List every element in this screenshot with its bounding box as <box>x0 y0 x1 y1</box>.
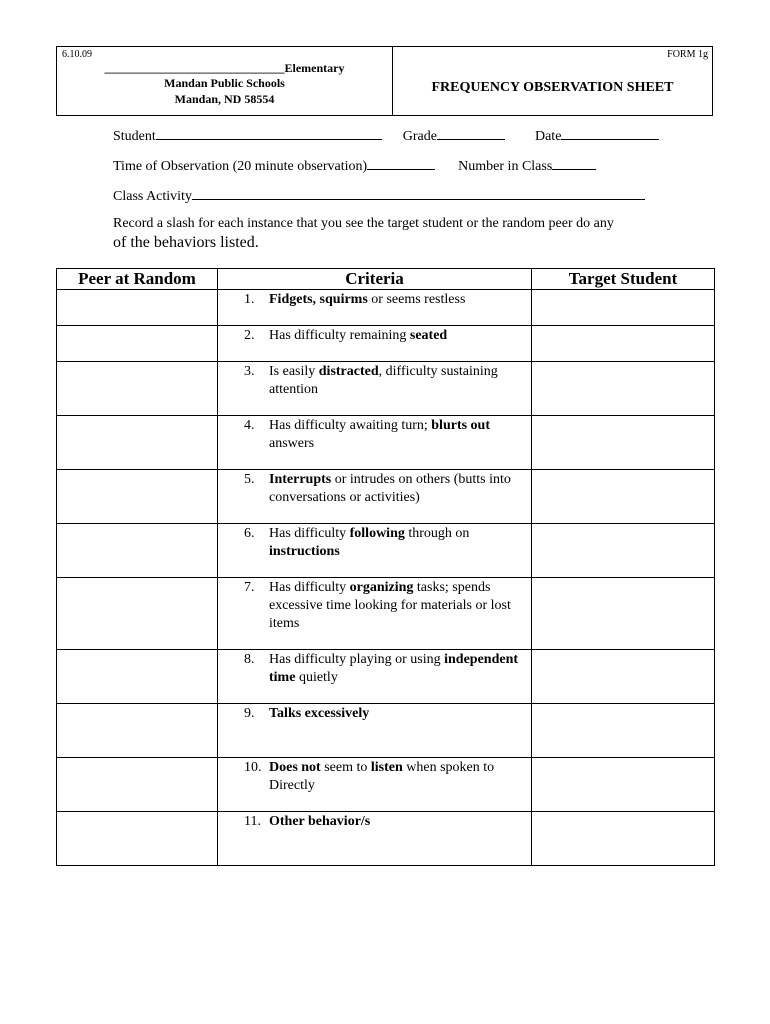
criteria-bold2: listen <box>370 760 403 775</box>
criteria-pre: Has difficulty playing or using <box>269 652 445 667</box>
criteria-post: seem to <box>320 760 371 775</box>
criteria-cell <box>218 650 532 704</box>
school-line <box>57 61 392 76</box>
table-row <box>57 362 715 416</box>
form-header <box>56 46 713 116</box>
criteria-pre: Has difficulty <box>269 526 350 541</box>
criteria-number: 9. <box>244 706 255 721</box>
criteria-cell <box>218 416 532 470</box>
target-tally-cell[interactable] <box>532 578 715 650</box>
criteria-text <box>269 651 523 687</box>
criteria-bold: independent time <box>269 652 519 685</box>
criteria-post2: when spoken to Directly <box>269 760 495 793</box>
table-header-row <box>57 269 715 290</box>
peer-tally-cell[interactable] <box>57 578 218 650</box>
criteria-text <box>269 327 523 345</box>
peer-tally-cell[interactable] <box>57 650 218 704</box>
school-name-blank: ______________________________ <box>104 61 285 75</box>
activity-input[interactable] <box>192 188 645 200</box>
table-row <box>57 524 715 578</box>
criteria-text <box>269 813 523 831</box>
target-tally-cell[interactable] <box>532 416 715 470</box>
school-info-box <box>57 47 393 115</box>
criteria-pre: Is easily <box>269 364 319 379</box>
school-suffix: Elementary <box>284 61 345 75</box>
activity-field-row <box>113 188 645 205</box>
criteria-bold: Talks excessively <box>269 706 370 721</box>
target-tally-cell[interactable] <box>532 758 715 812</box>
sheet-title: FREQUENCY OBSERVATION SHEET <box>431 80 674 95</box>
peer-tally-cell[interactable] <box>57 812 218 866</box>
grade-label: Grade <box>402 129 437 144</box>
criteria-bold: Interrupts <box>269 472 332 487</box>
criteria-cell <box>218 326 532 362</box>
table-row <box>57 704 715 758</box>
criteria-text <box>269 363 523 399</box>
peer-tally-cell[interactable] <box>57 362 218 416</box>
criteria-cell <box>218 362 532 416</box>
target-tally-cell[interactable] <box>532 290 715 326</box>
instructions-line-2: of the behaviors listed. <box>113 234 259 251</box>
class-size-input[interactable] <box>552 158 596 170</box>
instructions <box>113 216 713 252</box>
target-tally-cell[interactable] <box>532 362 715 416</box>
date-code: 6.10.09 <box>62 49 92 60</box>
criteria-bold: seated <box>409 328 448 343</box>
grade-input[interactable] <box>437 128 505 140</box>
target-tally-cell[interactable] <box>532 326 715 362</box>
criteria-post: quietly <box>295 670 338 685</box>
criteria-number: 11. <box>244 814 261 829</box>
criteria-number: 4. <box>244 418 255 433</box>
target-tally-cell[interactable] <box>532 470 715 524</box>
criteria-text <box>269 759 523 795</box>
criteria-bold: Does not <box>269 760 321 775</box>
school-district: Mandan Public Schools <box>164 76 285 90</box>
peer-tally-cell[interactable] <box>57 290 218 326</box>
school-city: Mandan, ND 58554 <box>174 92 275 106</box>
criteria-number: 5. <box>244 472 255 487</box>
student-field-row <box>113 128 659 145</box>
criteria-number: 6. <box>244 526 255 541</box>
date-label: Date <box>534 129 562 144</box>
instructions-line-1: Record a slash for each instance that you see the target student or the random peer do any <box>113 216 614 231</box>
criteria-post: through on <box>404 526 470 541</box>
criteria-text <box>269 579 523 633</box>
time-label: Time of Observation (20 minute observation) <box>113 159 368 174</box>
target-tally-cell[interactable] <box>532 524 715 578</box>
table-row <box>57 416 715 470</box>
criteria-cell <box>218 812 532 866</box>
criteria-number: 3. <box>244 364 255 379</box>
peer-tally-cell[interactable] <box>57 326 218 362</box>
criteria-number: 1. <box>244 292 255 307</box>
criteria-post: , difficulty sustaining attention <box>269 364 498 397</box>
criteria-pre: Has difficulty <box>269 580 350 595</box>
criteria-text <box>269 705 523 723</box>
criteria-bold: distracted <box>318 364 379 379</box>
criteria-bold: organizing <box>349 580 414 595</box>
student-input[interactable] <box>156 128 382 140</box>
criteria-bold2: instructions <box>269 544 340 559</box>
criteria-text <box>269 417 523 453</box>
table-row <box>57 470 715 524</box>
criteria-text <box>269 525 523 561</box>
criteria-pre: Has difficulty remaining <box>269 328 410 343</box>
table-row <box>57 650 715 704</box>
criteria-post: or seems restless <box>367 292 466 307</box>
peer-tally-cell[interactable] <box>57 704 218 758</box>
criteria-bold: Fidgets, squirms <box>269 292 368 307</box>
criteria-post: answers <box>269 436 315 451</box>
criteria-number: 2. <box>244 328 255 343</box>
target-tally-cell[interactable] <box>532 812 715 866</box>
table-row <box>57 290 715 326</box>
criteria-pre: Has difficulty awaiting turn; <box>269 418 432 433</box>
criteria-cell <box>218 470 532 524</box>
criteria-cell <box>218 290 532 326</box>
criteria-post: tasks; spends excessive time looking for materials or lost items <box>269 580 511 631</box>
criteria-bold: following <box>349 526 405 541</box>
criteria-post: or intrudes on others (butts into conversations or activities) <box>269 472 511 505</box>
observation-table <box>56 268 715 866</box>
criteria-number: 10. <box>244 760 262 775</box>
table-row <box>57 758 715 812</box>
activity-label: Class Activity <box>113 189 192 204</box>
criteria-text <box>269 291 523 309</box>
time-field-row <box>113 158 596 175</box>
peer-tally-cell[interactable] <box>57 524 218 578</box>
criteria-number: 8. <box>244 652 255 667</box>
target-tally-cell[interactable] <box>532 650 715 704</box>
header-criteria: Criteria <box>218 269 532 290</box>
peer-tally-cell[interactable] <box>57 470 218 524</box>
criteria-cell <box>218 578 532 650</box>
table-row <box>57 326 715 362</box>
student-label: Student <box>113 129 156 144</box>
title-box <box>393 47 712 115</box>
form-code: FORM 1g <box>667 49 708 60</box>
time-input[interactable] <box>367 158 435 170</box>
criteria-cell <box>218 758 532 812</box>
criteria-text <box>269 471 523 507</box>
table-row <box>57 812 715 866</box>
class-size-label: Number in Class <box>458 159 553 174</box>
header-peer: Peer at Random <box>57 269 218 290</box>
date-input[interactable] <box>561 128 659 140</box>
peer-tally-cell[interactable] <box>57 758 218 812</box>
table-row <box>57 578 715 650</box>
criteria-cell <box>218 524 532 578</box>
peer-tally-cell[interactable] <box>57 416 218 470</box>
criteria-cell <box>218 704 532 758</box>
criteria-bold: Other behavior/s <box>269 814 371 829</box>
header-target: Target Student <box>532 269 715 290</box>
criteria-number: 7. <box>244 580 255 595</box>
criteria-bold: blurts out <box>431 418 490 433</box>
target-tally-cell[interactable] <box>532 704 715 758</box>
